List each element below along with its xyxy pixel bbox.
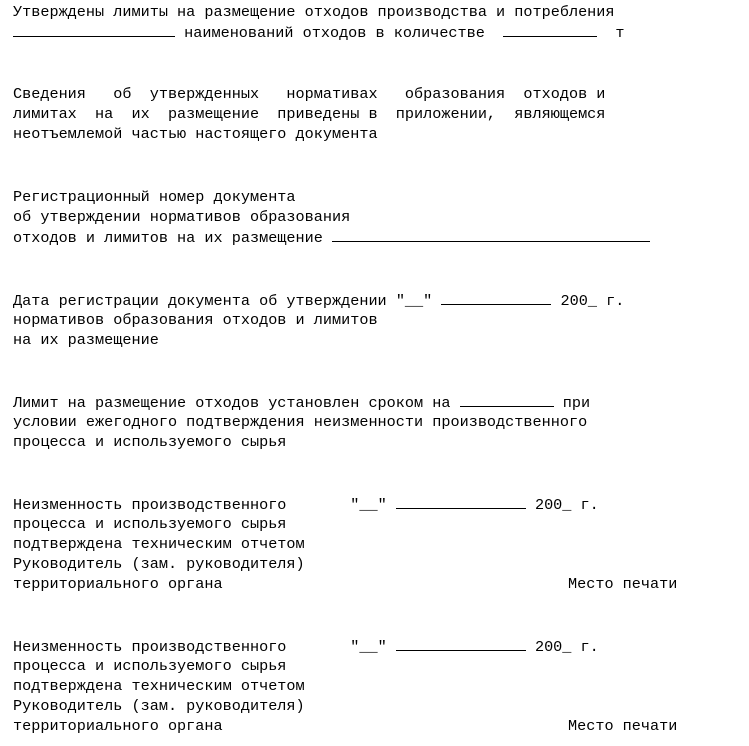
reg-date-line-2: нормативов образования отходов и лимитов — [13, 311, 378, 329]
limits-approved-line: Утверждены лимиты на размещение отходов производства и потребления — [13, 3, 615, 21]
waste-quantity-blank[interactable] — [503, 22, 597, 37]
confirm-1-stamp-place: Место печати — [568, 575, 678, 593]
waste-names-count-blank[interactable] — [13, 22, 175, 37]
limit-term-line-1 — [13, 392, 590, 412]
confirm-2-line-3: подтверждена техническим отчетом — [13, 677, 305, 695]
info-line-2: лимитах на их размещение приведены в приложении, являющемся — [13, 105, 606, 123]
confirm-2-day: "__" — [350, 638, 387, 656]
reg-date-label: Дата регистрации документа об утверждении — [13, 292, 387, 310]
reg-date-day: "__" — [395, 292, 433, 310]
confirm-2-line-4: Руководитель (зам. руководителя) — [13, 697, 305, 715]
limit-term-line-3: процесса и используемого сырья — [13, 433, 287, 451]
reg-number-label: отходов и лимитов на их размещение — [13, 229, 323, 247]
confirm-1-line-5: территориального органа — [13, 575, 223, 593]
reg-number-line-2: об утверждении нормативов образования — [13, 208, 351, 226]
confirm-1-day: "__" — [350, 496, 387, 514]
confirm-2-line-1 — [13, 636, 599, 656]
reg-date-year: 200_ г. — [560, 292, 625, 310]
waste-names-label: наименований отходов в количестве — [184, 24, 485, 42]
confirm-2-month-blank[interactable] — [396, 636, 526, 651]
waste-count-line — [13, 22, 624, 42]
limit-term-condition: при — [562, 394, 591, 412]
confirm-2-year: 200_ г. — [534, 638, 599, 656]
confirm-2-line-2: процесса и используемого сырья — [13, 657, 287, 675]
limit-term-line-2: условии ежегодного подтверждения неизменности производственного — [13, 413, 588, 431]
confirm-2-stamp-place: Место печати — [568, 717, 678, 735]
reg-number-line-3 — [13, 227, 650, 247]
confirm-1-line-1 — [13, 494, 599, 514]
tonnes-unit: т — [615, 24, 625, 42]
info-line-1: Сведения об утвержденных нормативах образования отходов и — [13, 85, 606, 103]
confirm-1-line-3: подтверждена техническим отчетом — [13, 535, 305, 553]
confirm-1-line-4: Руководитель (зам. руководителя) — [13, 555, 305, 573]
confirm-1-month-blank[interactable] — [396, 494, 526, 509]
reg-date-line-3: на их размещение — [13, 331, 159, 349]
reg-number-blank[interactable] — [332, 227, 650, 242]
limit-term-label: Лимит на размещение отходов установлен сроком на — [13, 394, 451, 412]
confirm-1-line-2: процесса и используемого сырья — [13, 515, 287, 533]
reg-date-line-1 — [13, 290, 624, 310]
reg-number-line-1: Регистрационный номер документа — [13, 188, 296, 206]
confirm-1-year: 200_ г. — [534, 496, 599, 514]
confirm-2-label: Неизменность производственного — [13, 638, 287, 656]
reg-date-month-blank[interactable] — [441, 290, 551, 305]
confirm-1-label: Неизменность производственного — [13, 496, 287, 514]
limit-term-blank[interactable] — [460, 392, 554, 407]
confirm-2-line-5: территориального органа — [13, 717, 223, 735]
info-line-3: неотъемлемой частью настоящего документа — [13, 125, 378, 143]
